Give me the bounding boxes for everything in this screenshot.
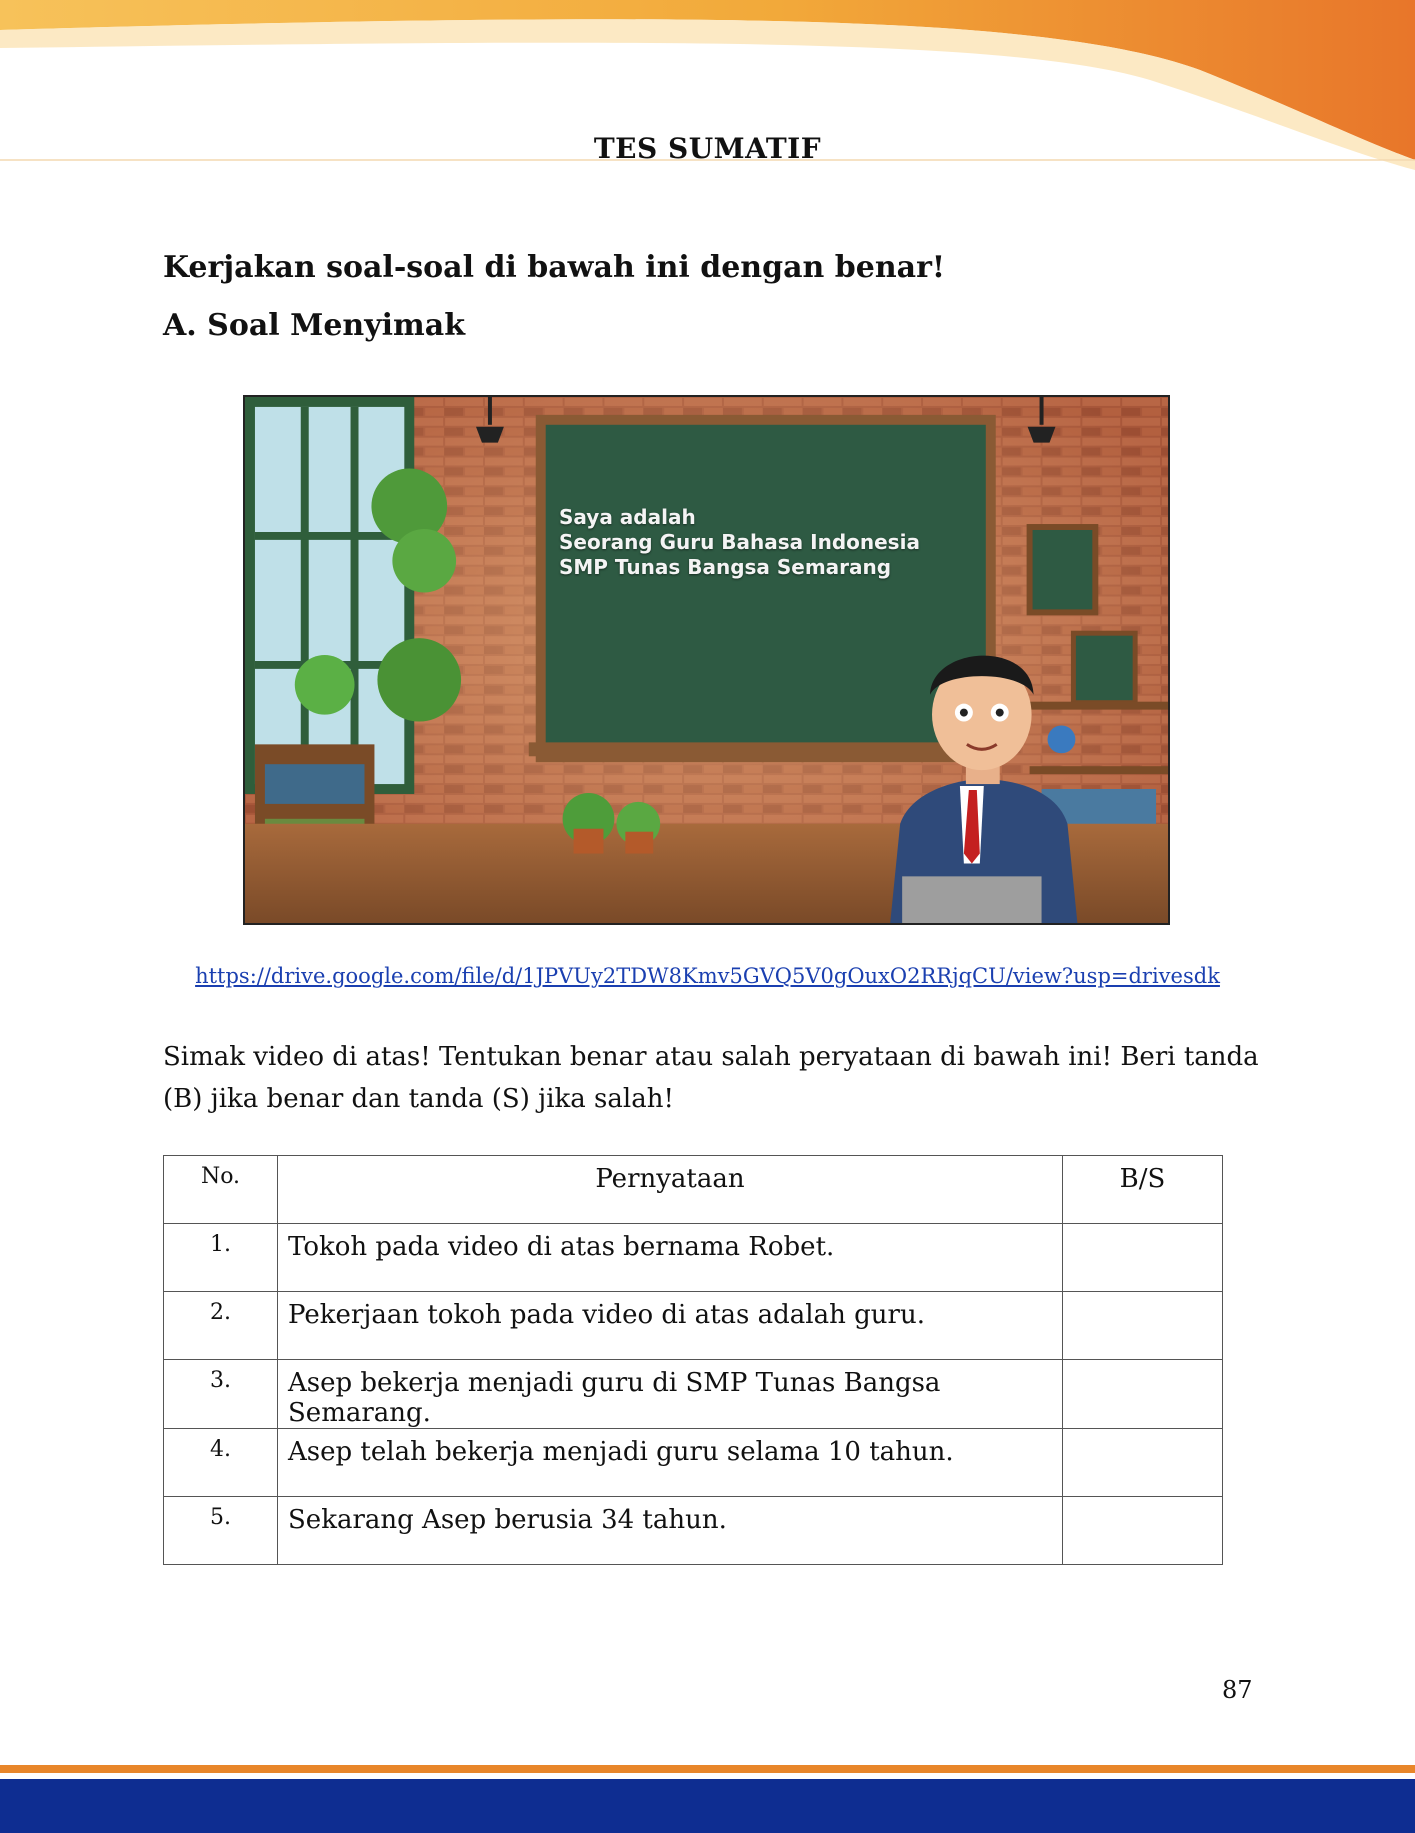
answer-cell[interactable] xyxy=(1063,1224,1223,1292)
table-row xyxy=(164,1224,1223,1292)
row-statement: Tokoh pada video di atas bernama Robet. xyxy=(278,1224,1063,1292)
row-number: 3. xyxy=(164,1360,278,1429)
answer-cell[interactable] xyxy=(1063,1292,1223,1360)
chalkboard-line: Seorang Guru Bahasa Indonesia xyxy=(559,530,920,554)
table-row xyxy=(164,1497,1223,1565)
footer-blue-band xyxy=(0,1779,1415,1833)
instruction-text: Kerjakan soal-soal di bawah ini dengan benar! xyxy=(163,250,946,285)
video-thumbnail[interactable] xyxy=(243,395,1170,925)
page-title: TES SUMATIF xyxy=(593,132,822,165)
chalkboard-line: SMP Tunas Bangsa Semarang xyxy=(559,555,892,579)
table-row xyxy=(164,1360,1223,1429)
table-row xyxy=(164,1429,1223,1497)
answer-cell[interactable] xyxy=(1063,1429,1223,1497)
row-statement: Pekerjaan tokoh pada video di atas adalah guru. xyxy=(278,1292,1063,1360)
page-number: 87 xyxy=(1222,1676,1253,1704)
answer-cell[interactable] xyxy=(1063,1360,1223,1429)
answer-cell[interactable] xyxy=(1063,1497,1223,1565)
chalkboard-text xyxy=(559,505,920,580)
footer-orange-stripe xyxy=(0,1765,1415,1773)
row-number: 2. xyxy=(164,1292,278,1360)
classroom-illustration xyxy=(245,397,1168,923)
column-header-answer: B/S xyxy=(1063,1156,1223,1224)
table-row xyxy=(164,1292,1223,1360)
chalkboard-line: Saya adalah xyxy=(559,505,696,529)
row-statement: Asep bekerja menjadi guru di SMP Tunas Bangsa Semarang. xyxy=(278,1360,1063,1429)
row-statement: Asep telah bekerja menjadi guru selama 10 tahun. xyxy=(278,1429,1063,1497)
section-heading: A. Soal Menyimak xyxy=(163,308,466,343)
column-header-statement: Pernyataan xyxy=(278,1156,1063,1224)
statement-table xyxy=(163,1155,1223,1565)
column-header-no: No. xyxy=(164,1156,278,1224)
question-text: Simak video di atas! Tentukan benar atau salah peryataan di bawah ini! Beri tanda (B) jika benar dan tanda (S) jika salah! xyxy=(163,1042,1259,1114)
row-number: 4. xyxy=(164,1429,278,1497)
row-statement: Sekarang Asep berusia 34 tahun. xyxy=(278,1497,1063,1565)
row-number: 5. xyxy=(164,1497,278,1565)
table-header-row xyxy=(164,1156,1223,1224)
row-number: 1. xyxy=(164,1224,278,1292)
video-link[interactable]: https://drive.google.com/file/d/1JPVUy2TDW8Kmv5GVQ5V0gOuxO2RRjqCU/view?usp=drivesdk xyxy=(195,964,1220,988)
